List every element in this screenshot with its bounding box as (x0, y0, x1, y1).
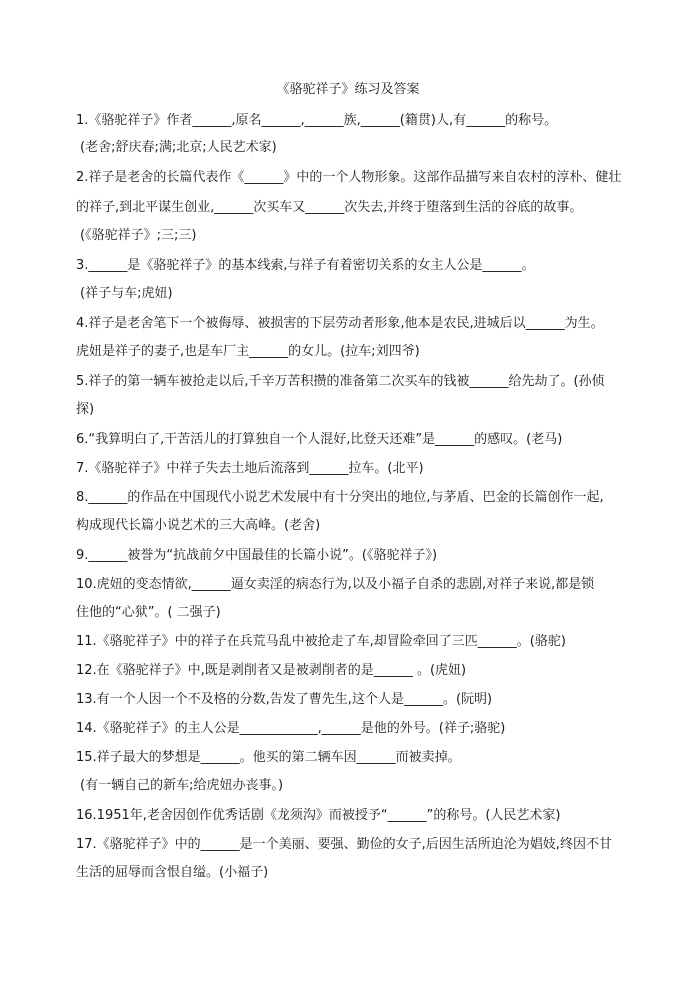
question-11: 11.《骆驼祥子》中的祥子在兵荒马乱中被抢走了车,却冒险牵回了三匹______。(骆驼) (76, 634, 566, 649)
answer-3: (祥子与车;虎妞) (80, 286, 173, 301)
question-5-line-1: 5.祥子的第一辆车被抢走以后,千辛万苦积攒的准备第二次买车的钱被______给先劫了。(孙侦 (76, 374, 605, 389)
question-16: 16.1951年,老舍因创作优秀话剧《龙须沟》而被授予“______”的称号。(人民艺术家) (76, 808, 561, 823)
document-title: 《骆驼祥子》练习及答案 (276, 82, 420, 97)
question-15: 15.祥子最大的梦想是______。他买的第二辆车因______而被卖掉。 (76, 750, 461, 765)
question-2-line-1: 2.祥子是老舍的长篇代表作《______》中的一个人物形象。这部作品描写来自农村的淳朴、健壮 (76, 170, 622, 185)
question-13: 13.有一个人因一个不及格的分数,告发了曹先生,这个人是______。(阮明) (76, 692, 493, 707)
question-9: 9.______被誉为“抗战前夕中国最佳的长篇小说”。(《骆驼祥子》) (76, 548, 438, 563)
question-5-line-2: 探) (76, 402, 95, 417)
question-12: 12.在《骆驼祥子》中,既是剥削者又是被剥削者的是______ 。(虎妞) (76, 663, 467, 678)
answer-2: (《骆驼祥子》;三;三) (80, 228, 197, 243)
question-10-line-1: 10.虎妞的变态情欲,______逼女卖淫的病态行为,以及小福子自杀的悲剧,对祥子来说,都是锁 (76, 577, 595, 592)
answer-15: (有一辆自己的新车;给虎妞办丧事。) (80, 778, 284, 793)
question-17-line-1: 17.《骆驼祥子》中的______是一个美丽、要强、勤俭的女子,后因生活所迫沦为娼妓,终因不甘 (76, 837, 612, 852)
question-4-line-1: 4.祥子是老舍笔下一个被侮辱、被损害的下层劳动者形象,他本是农民,进城后以______为生。 (76, 316, 604, 331)
question-10-line-2: 住他的“心狱”。( 二强子) (76, 605, 221, 620)
question-1-line-1: 1.《骆驼祥子》作者______,原名______,______族,______(籍贯)人,有______的称号。 (76, 113, 558, 128)
question-8-line-1: 8.______的作品在中国现代小说艺术发展中有十分突出的地位,与茅盾、巴金的长篇创作一起, (76, 490, 604, 505)
answer-1: (老舍;舒庆春;满;北京;人民艺术家) (80, 140, 277, 155)
question-17-line-2: 生活的屈辱而含恨自缢。(小福子) (76, 865, 269, 880)
question-7: 7.《骆驼祥子》中祥子失去土地后流落到______拉车。(北平) (76, 461, 424, 476)
question-14: 14.《骆驼祥子》的主人公是____________,______是他的外号。(祥子;骆驼) (76, 721, 506, 736)
question-2-line-2: 的祥子,到北平谋生创业,______次买车又______次失去,并终于堕落到生活的谷底的故事。 (76, 200, 583, 215)
question-3: 3.______是《骆驼祥子》的基本线索,与祥子有着密切关系的女主人公是______。 (76, 258, 535, 273)
question-4-line-2: 虎妞是祥子的妻子,也是车厂主______的女儿。(拉车;刘四爷) (76, 344, 420, 359)
question-8-line-2: 构成现代长篇小说艺术的三大高峰。(老舍) (76, 518, 321, 533)
question-6: 6.“我算明白了,干苦活儿的打算独自一个人混好,比登天还难”是______的感叹。(老马) (76, 432, 563, 447)
